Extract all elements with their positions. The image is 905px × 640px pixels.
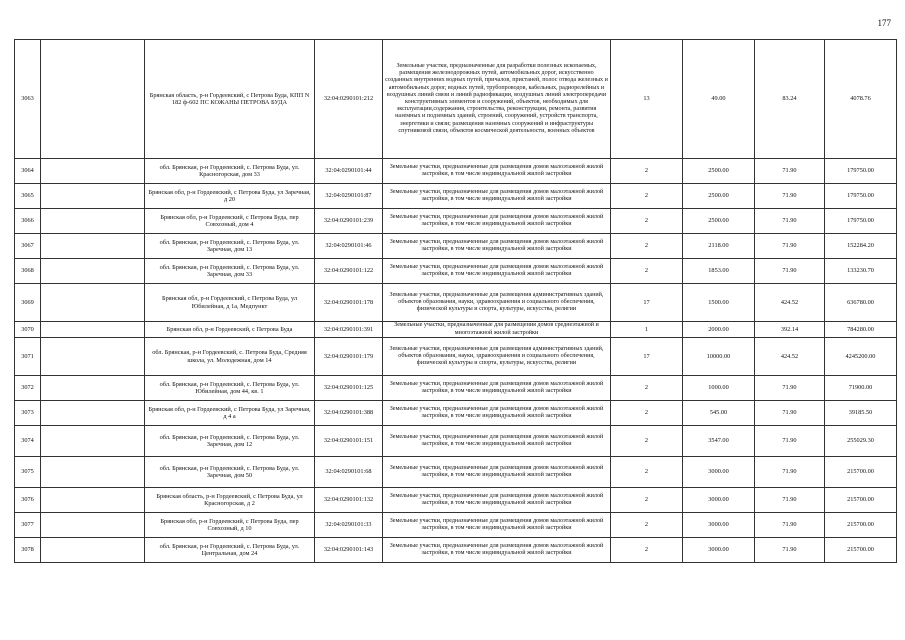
cadastral-number-cell: 32:04:0290101:44 xyxy=(315,159,383,184)
specific-value-cell: 71.90 xyxy=(755,376,825,401)
cadastral-value-cell: 152284.20 xyxy=(825,234,897,259)
cadastral-number-cell: 32:04:0290101:179 xyxy=(315,338,383,376)
cadastral-value-cell: 179750.00 xyxy=(825,209,897,234)
address-cell: Брянская обл, р-н Гордеевский, с Петрова Буда, ул Юбилейная, д 1а, Медпункт xyxy=(145,284,315,322)
cadastral-value-cell: 784280.00 xyxy=(825,322,897,338)
cadastral-number-cell: 32:04:0290101:46 xyxy=(315,234,383,259)
specific-value-cell: 71.90 xyxy=(755,259,825,284)
table-row xyxy=(15,538,897,563)
table-row xyxy=(15,457,897,488)
cadastral-number-cell: 32:04:0290101:132 xyxy=(315,488,383,513)
blank-cell xyxy=(41,401,145,426)
use-group-cell: 2 xyxy=(611,376,683,401)
area-cell: 3000.00 xyxy=(683,538,755,563)
land-use-cell: Земельные участки, предназначенные для размещения домов малоэтажной жилой застройки, в том числе индивидуальной жилой застройки xyxy=(383,209,611,234)
blank-cell xyxy=(41,234,145,259)
row-number: 3072 xyxy=(15,376,41,401)
use-group-cell: 2 xyxy=(611,457,683,488)
cadastral-number-cell: 32:04:0290101:122 xyxy=(315,259,383,284)
table-row xyxy=(15,284,897,322)
address-cell: обл. Брянская, р-н Гордеевский, с. Петрова Буда, ул. Заречная, дом 33 xyxy=(145,259,315,284)
cadastral-value-table xyxy=(14,39,897,563)
cadastral-value-cell: 4078.76 xyxy=(825,40,897,159)
cadastral-number-cell: 32:04:0290101:33 xyxy=(315,513,383,538)
blank-cell xyxy=(41,40,145,159)
land-use-cell: Земельные участки, предназначенные для размещения административных зданий, объектов образования, науки, здравоохранения и социального обеспечения, физической культуры и спорта, культуры, искусства, религии xyxy=(383,338,611,376)
land-use-cell: Земельные участки, предназначенные для размещения домов малоэтажной жилой застройки, в том числе индивидуальной жилой застройки xyxy=(383,401,611,426)
use-group-cell: 2 xyxy=(611,234,683,259)
address-cell: Брянская обл, р-н Гордеевский, с Петрова Буда xyxy=(145,322,315,338)
area-cell: 2500.00 xyxy=(683,209,755,234)
use-group-cell: 2 xyxy=(611,426,683,457)
address-cell: Брянская область, р-н Гордеевский, с Петрова Буда, ул Красногорская, д 2 xyxy=(145,488,315,513)
table-row xyxy=(15,376,897,401)
specific-value-cell: 392.14 xyxy=(755,322,825,338)
cadastral-number-cell: 32:04:0290101:143 xyxy=(315,538,383,563)
land-use-cell: Земельные участки, предназначенные для размещения домов среднеэтажной и многоэтажной жилой застройки xyxy=(383,322,611,338)
address-cell: обл. Брянская, р-н Гордеевский, с. Петрова Буда, ул. Красногорская, дом 33 xyxy=(145,159,315,184)
area-cell: 3000.00 xyxy=(683,513,755,538)
land-use-cell: Земельные участки, предназначенные для размещения домов малоэтажной жилой застройки, в том числе индивидуальной жилой застройки xyxy=(383,234,611,259)
specific-value-cell: 71.90 xyxy=(755,234,825,259)
address-cell: обл. Брянская, р-н Гордеевский, с. Петрова Буда, ул. Заречная, дом 13 xyxy=(145,234,315,259)
land-use-cell: Земельные участки, предназначенные для размещения домов малоэтажной жилой застройки, в том числе индивидуальной жилой застройки xyxy=(383,159,611,184)
address-cell: обл. Брянская, р-н Гордеевский, с. Петрова Буда, Средняя школа, ул. Молодежная, дом 14 xyxy=(145,338,315,376)
blank-cell xyxy=(41,338,145,376)
cadastral-value-cell: 215700.00 xyxy=(825,513,897,538)
address-cell: обл. Брянская, р-н Гордеевский, с. Петрова Буда, ул. Заречная, дом 50 xyxy=(145,457,315,488)
table-row xyxy=(15,488,897,513)
area-cell: 3000.00 xyxy=(683,457,755,488)
row-number: 3078 xyxy=(15,538,41,563)
row-number: 3063 xyxy=(15,40,41,159)
blank-cell xyxy=(41,376,145,401)
table-row xyxy=(15,184,897,209)
table-row xyxy=(15,159,897,184)
specific-value-cell: 71.90 xyxy=(755,457,825,488)
row-number: 3068 xyxy=(15,259,41,284)
use-group-cell: 2 xyxy=(611,209,683,234)
land-use-cell: Земельные участки, предназначенные для размещения домов малоэтажной жилой застройки, в том числе индивидуальной жилой застройки xyxy=(383,376,611,401)
cadastral-value-cell: 71900.00 xyxy=(825,376,897,401)
row-number: 3075 xyxy=(15,457,41,488)
use-group-cell: 13 xyxy=(611,40,683,159)
cadastral-value-cell: 39185.50 xyxy=(825,401,897,426)
specific-value-cell: 71.90 xyxy=(755,184,825,209)
address-cell: Брянская область, р-н Гордеевский, с Петрова Буда, КПП N 182 ф-602 ПС КОЖАНЫ ПЕТРОВА БУДА xyxy=(145,40,315,159)
cadastral-value-cell: 4245200.00 xyxy=(825,338,897,376)
use-group-cell: 2 xyxy=(611,513,683,538)
land-use-cell: Земельные участки, предназначенные для размещения домов малоэтажной жилой застройки, в том числе индивидуальной жилой застройки xyxy=(383,426,611,457)
use-group-cell: 2 xyxy=(611,401,683,426)
blank-cell xyxy=(41,259,145,284)
land-use-cell: Земельные участки, предназначенные для размещения домов малоэтажной жилой застройки, в том числе индивидуальной жилой застройки xyxy=(383,259,611,284)
cadastral-number-cell: 32:04:0290101:212 xyxy=(315,40,383,159)
row-number: 3070 xyxy=(15,322,41,338)
table-row xyxy=(15,322,897,338)
use-group-cell: 1 xyxy=(611,322,683,338)
blank-cell xyxy=(41,426,145,457)
cadastral-value-cell: 215700.00 xyxy=(825,457,897,488)
cadastral-number-cell: 32:04:0290101:239 xyxy=(315,209,383,234)
area-cell: 3000.00 xyxy=(683,488,755,513)
address-cell: Брянская обл, р-н Гордеевский, с Петрова Буда, ул Заречная, д 4 а xyxy=(145,401,315,426)
specific-value-cell: 71.90 xyxy=(755,513,825,538)
table-body xyxy=(15,40,897,563)
row-number: 3064 xyxy=(15,159,41,184)
address-cell: обл. Брянская, р-н Гордеевский, с. Петрова Буда, ул. Заречная, дом 12 xyxy=(145,426,315,457)
address-cell: обл. Брянская, р-н Гордеевский, с. Петрова Буда, ул. Юбилейная, дом 44, кв. 1 xyxy=(145,376,315,401)
address-cell: Брянская обл, р-н Гордеевский, с Петрова Буда, пер Совхозный, дом 4 xyxy=(145,209,315,234)
table-row xyxy=(15,426,897,457)
address-cell: обл. Брянская, р-н Гордеевский, с. Петрова Буда, ул. Центральная, дом 24 xyxy=(145,538,315,563)
land-use-cell: Земельные участки, предназначенные для размещения административных зданий, объектов образования, науки, здравоохранения и социального обеспечения, физической культуры и спорта, культуры, искусства, религии xyxy=(383,284,611,322)
row-number: 3069 xyxy=(15,284,41,322)
area-cell: 3547.00 xyxy=(683,426,755,457)
specific-value-cell: 71.90 xyxy=(755,538,825,563)
cadastral-number-cell: 32:04:0290101:68 xyxy=(315,457,383,488)
page-number: 177 xyxy=(877,18,891,28)
blank-cell xyxy=(41,322,145,338)
cadastral-number-cell: 32:04:0290101:151 xyxy=(315,426,383,457)
cadastral-value-cell: 215700.00 xyxy=(825,538,897,563)
table-row xyxy=(15,40,897,159)
cadastral-table-container xyxy=(14,39,897,563)
table-row xyxy=(15,259,897,284)
area-cell: 1853.00 xyxy=(683,259,755,284)
blank-cell xyxy=(41,209,145,234)
area-cell: 2500.00 xyxy=(683,159,755,184)
use-group-cell: 2 xyxy=(611,488,683,513)
area-cell: 1000.00 xyxy=(683,376,755,401)
row-number: 3076 xyxy=(15,488,41,513)
table-row xyxy=(15,209,897,234)
blank-cell xyxy=(41,457,145,488)
use-group-cell: 2 xyxy=(611,184,683,209)
area-cell: 545.00 xyxy=(683,401,755,426)
specific-value-cell: 424.52 xyxy=(755,284,825,322)
cadastral-number-cell: 32:04:0290101:388 xyxy=(315,401,383,426)
land-use-cell: Земельные участки, предназначенные для разработки полезных ископаемых, размещения железнодорожных путей, автомобильных дорог, искусственно созданных внутренних водных путей, причалов, пристаней, полос отвода железных и автомобильных дорог, водных путей, трубопроводов, кабельных, радиорелейных и воздушных линий связи и линий радиофикации, воздушных линий электропередачи конструктивных элементов и сооружений, объектов, необходимых для эксплуатации,содержания, строительства, реконструкции, ремонта, развития наземных и подземных зданий, строений, сооружений, устройств транспорта, энергетики и связи; размещения наземных сооружений и инфраструктуры спутниковой связи, объектов космической деятельности, военных объектов xyxy=(383,40,611,159)
area-cell: 1500.00 xyxy=(683,284,755,322)
address-cell: Брянская обл, р-н Гордеевский, с Петрова Буда, пер Совхозный, д 10 xyxy=(145,513,315,538)
land-use-cell: Земельные участки, предназначенные для размещения домов малоэтажной жилой застройки, в том числе индивидуальной жилой застройки xyxy=(383,457,611,488)
specific-value-cell: 71.90 xyxy=(755,159,825,184)
cadastral-value-cell: 133230.70 xyxy=(825,259,897,284)
cadastral-number-cell: 32:04:0290101:391 xyxy=(315,322,383,338)
blank-cell xyxy=(41,184,145,209)
specific-value-cell: 71.90 xyxy=(755,426,825,457)
row-number: 3077 xyxy=(15,513,41,538)
blank-cell xyxy=(41,159,145,184)
area-cell: 2500.00 xyxy=(683,184,755,209)
row-number: 3066 xyxy=(15,209,41,234)
use-group-cell: 2 xyxy=(611,259,683,284)
land-use-cell: Земельные участки, предназначенные для размещения домов малоэтажной жилой застройки, в том числе индивидуальной жилой застройки xyxy=(383,538,611,563)
cadastral-number-cell: 32:04:0290101:87 xyxy=(315,184,383,209)
specific-value-cell: 71.90 xyxy=(755,209,825,234)
table-row xyxy=(15,338,897,376)
cadastral-value-cell: 179750.00 xyxy=(825,159,897,184)
table-row xyxy=(15,234,897,259)
row-number: 3073 xyxy=(15,401,41,426)
use-group-cell: 17 xyxy=(611,284,683,322)
area-cell: 49.00 xyxy=(683,40,755,159)
row-number: 3067 xyxy=(15,234,41,259)
cadastral-value-cell: 179750.00 xyxy=(825,184,897,209)
blank-cell xyxy=(41,513,145,538)
land-use-cell: Земельные участки, предназначенные для размещения домов малоэтажной жилой застройки, в том числе индивидуальной жилой застройки xyxy=(383,513,611,538)
specific-value-cell: 424.52 xyxy=(755,338,825,376)
specific-value-cell: 83.24 xyxy=(755,40,825,159)
cadastral-value-cell: 215700.00 xyxy=(825,488,897,513)
blank-cell xyxy=(41,488,145,513)
cadastral-number-cell: 32:04:0290101:125 xyxy=(315,376,383,401)
area-cell: 2118.00 xyxy=(683,234,755,259)
blank-cell xyxy=(41,284,145,322)
cadastral-value-cell: 255029.30 xyxy=(825,426,897,457)
table-row xyxy=(15,401,897,426)
use-group-cell: 2 xyxy=(611,159,683,184)
row-number: 3065 xyxy=(15,184,41,209)
area-cell: 2000.00 xyxy=(683,322,755,338)
specific-value-cell: 71.90 xyxy=(755,401,825,426)
blank-cell xyxy=(41,538,145,563)
land-use-cell: Земельные участки, предназначенные для размещения домов малоэтажной жилой застройки, в том числе индивидуальной жилой застройки xyxy=(383,488,611,513)
specific-value-cell: 71.90 xyxy=(755,488,825,513)
cadastral-number-cell: 32:04:0290101:178 xyxy=(315,284,383,322)
cadastral-value-cell: 636780.00 xyxy=(825,284,897,322)
row-number: 3071 xyxy=(15,338,41,376)
use-group-cell: 17 xyxy=(611,338,683,376)
use-group-cell: 2 xyxy=(611,538,683,563)
area-cell: 10000.00 xyxy=(683,338,755,376)
address-cell: Брянская обл, р-н Гордеевский, с Петрова Буда, ул Заречная, д 20 xyxy=(145,184,315,209)
row-number: 3074 xyxy=(15,426,41,457)
land-use-cell: Земельные участки, предназначенные для размещения домов малоэтажной жилой застройки, в том числе индивидуальной жилой застройки xyxy=(383,184,611,209)
table-row xyxy=(15,513,897,538)
